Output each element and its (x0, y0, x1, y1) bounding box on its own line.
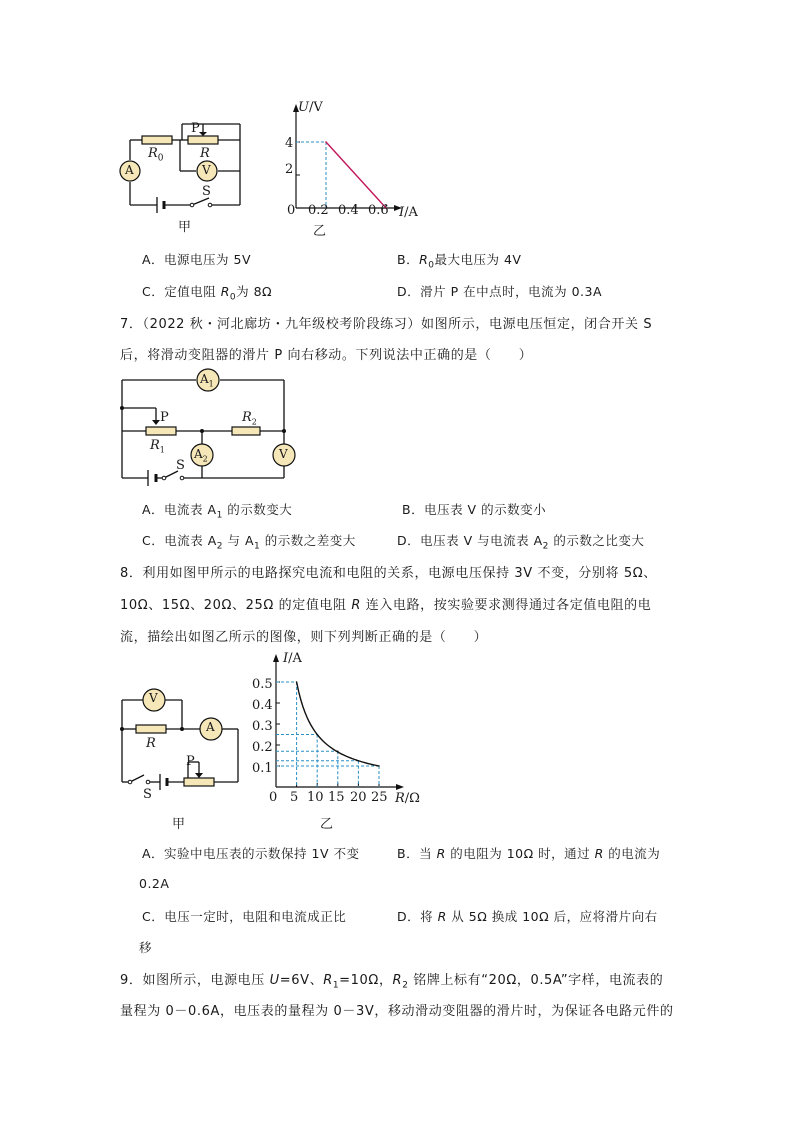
q8-y-tick-0.5: 0.5 (252, 677, 273, 692)
q8-graph (258, 650, 418, 800)
fig6-r0-label: $R_0$ (148, 146, 164, 164)
q8-x-tick-10: 10 (307, 790, 324, 805)
q6-option-a: A．电源电压为 5V (142, 252, 252, 267)
q8-y-tick-0.3: 0.3 (252, 719, 273, 734)
q8-y-axis-label: I/A (283, 651, 302, 666)
q7-option-b: B．电压表 V 的示数变小 (402, 502, 547, 517)
fig6-ammeter-label: A (125, 163, 134, 177)
fig6-x-tick-0.4: 0.4 (338, 203, 359, 218)
q8-stem-line2: 10Ω、15Ω、20Ω、25Ω 的定值电阻 R 连入电路，按实验要求测得通过各定值电阻的电 (120, 598, 652, 613)
series-line (326, 142, 386, 208)
q8-option-d-continued: 移 (139, 940, 153, 955)
q8-x-axis-label: R/Ω (395, 791, 420, 806)
q9-stem-line2: 量程为 0－0.6A，电压表的量程为 0－3V，移动滑动变阻器的滑片时，为保证各电路元件的 (120, 1004, 674, 1019)
q8-x-tick-15: 15 (328, 790, 345, 805)
data-point (325, 141, 327, 143)
fig6-x-tick-0.6: 0.6 (368, 203, 389, 218)
q8-option-a: A．实验中电压表的示数保持 1V 不变 (142, 846, 360, 861)
fig6-x-tick-0.2: 0.2 (308, 203, 329, 218)
q8-x-tick-0: 0 (269, 790, 278, 805)
q8-option-d: D．将 R 从 5Ω 换成 10Ω 后，应将滑片向右 (397, 909, 658, 924)
data-point (378, 765, 380, 767)
q8-voltmeter-label: V (149, 691, 158, 705)
q8-ammeter-label: A (206, 720, 215, 734)
q7-option-c: C．电流表 $A_2$ 与 $A_1$ 的示数之差变大 (142, 533, 356, 552)
q8-y-tick-0.1: 0.1 (252, 761, 273, 776)
q7-stem-line1: 7．（2022 秋・河北廊坊・九年级校考阶段练习）如图所示，电源电压恒定，闭合开关 S (120, 317, 653, 332)
q7-voltmeter-label: V (279, 447, 288, 461)
fig6-circuit-caption: 甲 (178, 220, 192, 235)
fig6-y-tick-4: 4 (285, 136, 294, 151)
fig6-x-tick-0: 0 (287, 203, 296, 218)
q8-x-tick-20: 20 (350, 790, 367, 805)
fig6-slider-label: P (191, 121, 200, 136)
fig6-x-axis-label: I/A (399, 205, 418, 220)
q6-option-b: B．$R_0$最大电压为 4V (397, 252, 522, 271)
q8-slider-label: P (186, 754, 195, 769)
q7-r1-label: $R_1$ (150, 438, 165, 455)
q8-y-tick-0.4: 0.4 (252, 698, 273, 713)
q8-graph-caption: 乙 (320, 817, 334, 832)
q8-stem-line1: 8．利用如图甲所示的电路探究电流和电阻的关系，电源电压保持 3V 不变，分别将 5Ω、 (120, 566, 657, 581)
data-point (337, 751, 339, 753)
fig6-y-tick-2: 2 (285, 162, 294, 177)
q7-ammeter-a2-label: $A_2$ (194, 447, 208, 464)
q7-option-a: A．电流表 $A_1$ 的示数变大 (142, 502, 293, 521)
q8-r-label: R (146, 736, 156, 751)
q8-y-tick-0.2: 0.2 (252, 740, 273, 755)
q8-circuit-caption: 甲 (172, 817, 186, 832)
q8-x-tick-25: 25 (371, 790, 388, 805)
q8-option-c: C．电压一定时，电阻和电流成正比 (142, 909, 347, 924)
fig6-y-axis-label: U/V (298, 100, 323, 115)
q8-switch-label: S (143, 787, 152, 802)
q7-switch-label: S (176, 458, 185, 473)
fig6-voltmeter-label: V (202, 163, 211, 177)
q7-stem-line2: 后，将滑动变阻器的滑片 P 向右移动。下列说法中正确的是（ ） (120, 348, 533, 363)
q7-ammeter-a1-label: $A_1$ (200, 372, 214, 389)
q8-option-b-continued: 0.2A (139, 876, 170, 891)
data-point (296, 681, 298, 683)
fig6-graph-caption: 乙 (313, 224, 327, 239)
q8-stem-line3: 流，描绘出如图乙所示的图像，则下列判断正确的是（ ） (120, 630, 488, 645)
fig6-switch-label: S (202, 184, 211, 199)
q7-slider-label: P (160, 410, 169, 425)
data-point (316, 734, 318, 736)
data-point (358, 760, 360, 762)
q8-circuit (110, 680, 250, 805)
q7-r2-label: $R_2$ (242, 410, 257, 427)
q6-option-d: D．滑片 P 在中点时，电流为 0.3A (397, 284, 603, 299)
q7-option-d: D．电压表 V 与电流表 $A_2$ 的示数之比变大 (397, 533, 645, 552)
q8-x-tick-5: 5 (290, 790, 299, 805)
q6-option-c: C．定值电阻 $R_0$为 8Ω (142, 284, 273, 303)
q8-option-b: B．当 R 的电阻为 10Ω 时，通过 R 的电流为 (397, 846, 661, 861)
fig6-r-label: R (200, 146, 210, 161)
q9-stem-line1: 9．如图所示，电源电压 U=6V、$R_1=10\Omega$，$R_2$ 铭牌上标有“20Ω，0.5A”字样，电流表的 (120, 973, 664, 991)
